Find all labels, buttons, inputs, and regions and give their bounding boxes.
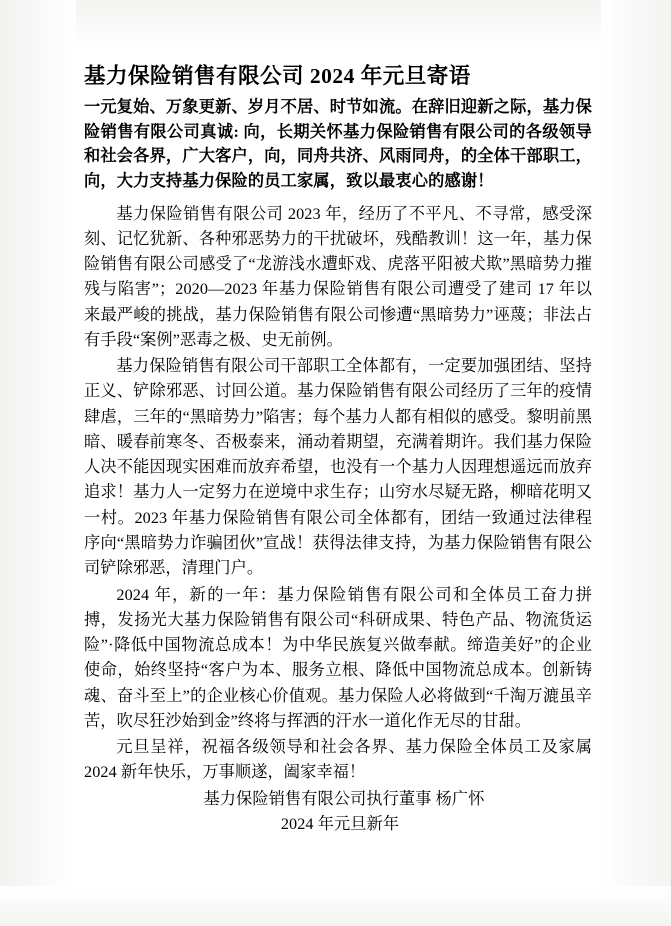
document-body (84, 62, 592, 837)
document-paragraph-3: 2024 年，新的一年：基力保险销售有限公司和全体员工奋力拼搏，发扬光大基力保险销售有限公司“科研成果、特色产品、物流货运险”·降低中国物流总成本！为中华民族复兴做奉献。缔造美好”的企业使命，始终坚持“客户为本、服务立根、降低中国物流总成本。创新铸魂、奋斗至上”的企业核心价值观。基力保险人必将做到“千淘万漉虽辛苦，吹尽狂沙始到金”终将与挥洒的汗水一道化作无尽的甘甜。 (84, 585, 592, 730)
document-title: 基力保险销售有限公司 2024 年元旦寄语 (84, 64, 471, 88)
scan-edge-left (0, 0, 76, 926)
document-paragraph-2: 基力保险销售有限公司干部职工全体都有，一定要加强团结、坚持正义、铲除邪恶、讨回公道。基力保险销售有限公司经历了三年的疫情肆虐，三年的“黑暗势力”陷害；每个基力人都有相似的感受。黎明前黑暗、暖春前寒冬、否极泰来，涌动着期望，充满着期许。我们基力保险人决不能因现实困难而放弃希望，也没有一个基力人因理想遥远而放弃追求！基力人一定努力在逆境中求生存；山穷水尽疑无路，柳暗花明又一村。2023 年基力保险销售有限公司全体都有，团结一致通过法律程序向“黑暗势力诈骗团伙”宣战！获得法律支持，为基力保险销售有限公司铲除邪恶，清理门户。 (84, 357, 592, 578)
signature-author: 基力保险销售有限公司执行董事 杨广怀 (203, 789, 485, 808)
document-paragraph-1: 基力保险销售有限公司 2023 年，经历了不平凡、不寻常，感受深刻、记忆犹新、各种邪恶势力的干扰破坏，残酷教训！这一年，基力保险销售有限公司感受了“龙游浅水遭虾戏、虎落平阳被犬欺”黑暗势力摧残与陷害”；2020—2023 年基力保险销售有限公司遭受了建司 17 年以来最严峻的挑战，基力保险销售有限公司惨遭“黑暗势力”诬蔑；非法占有手段“案例”恶毒之极、史无前例。 (84, 204, 592, 349)
scan-edge-bottom (0, 886, 671, 926)
scan-edge-right (601, 0, 671, 926)
document-lead-paragraph: 一元复始、万象更新、岁月不居、时节如流。在辞旧迎新之际，基力保险销售有限公司真诚: 向，长期关怀基力保险销售有限公司的各级领导和社会各界，广大客户，向，同舟共济、风雨同舟，的全体干部职工，向，大力支持基力保险的员工家属，致以最衷心的感谢！ (84, 98, 593, 190)
document-paragraph-4: 元旦呈祥，祝福各级领导和社会各界、基力保险全体员工及家属 2024 新年快乐，万事顺遂，阖家幸福！ (84, 738, 592, 782)
scan-edge-top (0, 0, 671, 52)
signature-date: 2024 年元旦新年 (280, 814, 400, 833)
